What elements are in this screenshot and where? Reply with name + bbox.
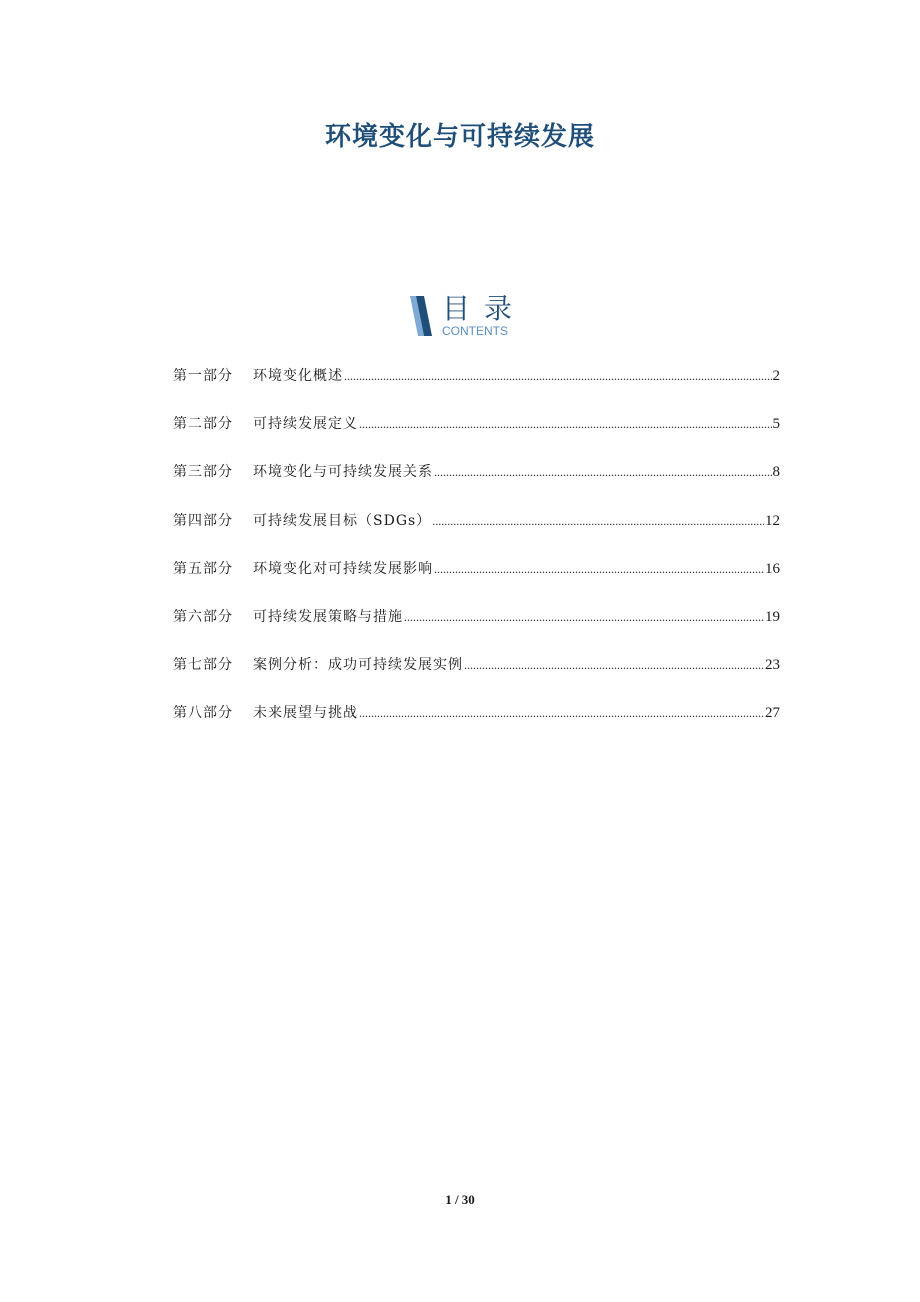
toc-entry-name: 可持续发展定义 [253, 416, 358, 433]
toc-entry-name: 环境变化概述 [253, 368, 343, 384]
document-title: 环境变化与可持续发展 [324, 122, 595, 152]
toc-entry-name: 环境变化与可持续发展关系 [253, 464, 433, 481]
toc-entry-part: 第三部分 [173, 464, 233, 481]
toc-leader-dots [404, 610, 764, 625]
toc-leader-dots [344, 369, 772, 384]
toc-entry-part: 第六部分 [173, 608, 233, 625]
toc-title: 目录 [442, 292, 527, 325]
toc-entry-part: 第二部分 [173, 416, 233, 433]
toc-leader-dots [434, 465, 772, 480]
toc-entry-name: 环境变化对可持续发展影响 [253, 560, 433, 577]
toc-subtitle: CONTENTS [442, 324, 508, 338]
toc-entry-page: 12 [765, 512, 780, 529]
toc-entry[interactable] [173, 365, 780, 413]
toc-entry-page: 27 [765, 705, 780, 722]
toc-leader-dots [464, 658, 764, 673]
toc-entry-part: 第四部分 [173, 512, 233, 529]
toc-entry-page: 2 [772, 368, 780, 384]
toc-entry-name: 可持续发展目标（SDGs） [253, 512, 432, 529]
toc-list [173, 365, 780, 751]
toc-entry-name: 未来展望与挑战 [253, 705, 358, 722]
toc-header [408, 294, 528, 340]
toc-leader-dots [359, 706, 764, 721]
page-number: 1 / 30 [445, 1192, 475, 1207]
toc-entry-page: 16 [765, 560, 780, 577]
toc-leader-dots [432, 514, 764, 529]
toc-leader-dots [434, 562, 764, 577]
toc-entry-part: 第五部分 [173, 560, 233, 577]
toc-entry-page: 5 [772, 416, 780, 433]
toc-entry[interactable] [173, 606, 780, 654]
toc-entry[interactable] [173, 413, 780, 461]
toc-entry[interactable] [173, 702, 780, 750]
toc-entry[interactable] [173, 510, 780, 558]
toc-entry-part: 第八部分 [173, 705, 233, 722]
toc-entry-page: 19 [765, 608, 780, 625]
toc-leader-dots [359, 417, 772, 432]
toc-logo-icon [408, 294, 438, 338]
toc-entry[interactable] [173, 461, 780, 509]
toc-entry-part: 第一部分 [173, 368, 233, 384]
toc-entry-name: 案例分析：成功可持续发展实例 [253, 657, 463, 674]
toc-entry-page: 8 [772, 464, 780, 481]
toc-entry-name: 可持续发展策略与措施 [253, 608, 403, 625]
toc-entry[interactable] [173, 654, 780, 702]
toc-entry-page: 23 [765, 657, 780, 674]
toc-entry-part: 第七部分 [173, 657, 233, 674]
toc-entry[interactable] [173, 558, 780, 606]
